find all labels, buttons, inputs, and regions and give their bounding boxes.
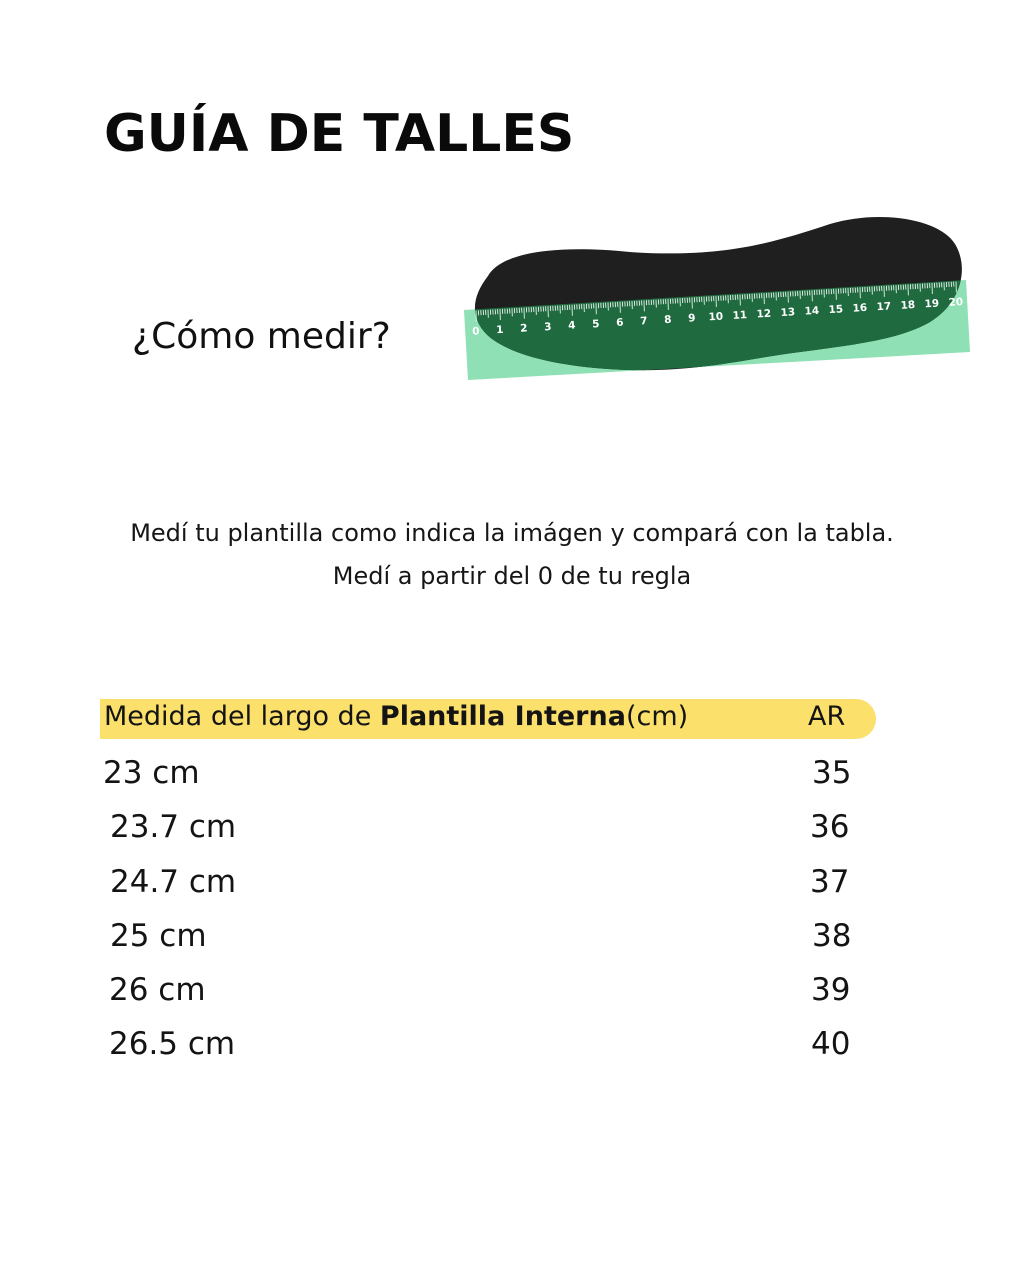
ruler-number: 1	[495, 323, 504, 337]
ruler-number: 5	[591, 318, 600, 331]
row-cm: 26 cm	[109, 972, 206, 1008]
ruler-number: 16	[852, 301, 868, 315]
instructions	[0, 512, 1024, 598]
row-ar: 38	[812, 918, 852, 954]
ruler-number: 18	[900, 298, 916, 312]
ruler-number: 9	[687, 312, 696, 325]
ruler-number: 13	[780, 306, 796, 320]
header-ar-size: AR	[808, 701, 846, 732]
ruler-number: 6	[615, 316, 624, 330]
row-ar: 35	[812, 755, 852, 791]
row-cm: 23 cm	[103, 755, 200, 791]
ruler-number: 2	[519, 322, 528, 335]
header-bold: Plantilla Interna	[379, 701, 626, 732]
header-insole-length	[104, 701, 688, 732]
row-ar: 40	[811, 1026, 851, 1062]
how-to-measure-heading: ¿Cómo medir?	[132, 316, 391, 357]
ruler-number: 11	[732, 309, 748, 322]
size-table-header	[100, 699, 876, 739]
ruler-number: 4	[567, 319, 576, 332]
ruler-number: 8	[663, 313, 672, 327]
ruler-number: 15	[828, 303, 844, 317]
table-row	[0, 1026, 1024, 1070]
table-row	[0, 755, 1024, 799]
row-ar: 39	[811, 972, 851, 1008]
page-title: GUÍA DE TALLES	[104, 104, 575, 164]
ruler-number: 14	[804, 304, 820, 318]
row-cm: 23.7 cm	[110, 809, 237, 845]
insole-ruler-illustration	[460, 214, 980, 389]
table-row	[0, 809, 1024, 853]
ruler-number: 12	[756, 307, 772, 321]
instructions-line-1: Medí tu plantilla como indica la imágen y compará con la tabla.	[130, 519, 894, 547]
row-cm: 25 cm	[110, 918, 207, 954]
table-row	[0, 972, 1024, 1016]
ruler-number: 10	[708, 310, 724, 324]
ruler-number: 17	[876, 300, 892, 314]
instructions-line-2: Medí a partir del 0 de tu regla	[332, 562, 692, 590]
header-suffix: (cm)	[625, 701, 689, 732]
header-prefix: Medida del largo de	[104, 701, 380, 732]
ruler-number: 3	[543, 320, 552, 334]
row-ar: 37	[810, 864, 850, 900]
ruler-number: 19	[924, 297, 940, 311]
row-cm: 26.5 cm	[109, 1026, 236, 1062]
row-ar: 36	[810, 809, 850, 845]
ruler-number: 7	[639, 315, 648, 328]
table-row	[0, 864, 1024, 908]
ruler-number: 20	[948, 296, 964, 309]
ruler-number: 0	[471, 325, 480, 338]
table-row	[0, 918, 1024, 962]
row-cm: 24.7 cm	[110, 864, 237, 900]
